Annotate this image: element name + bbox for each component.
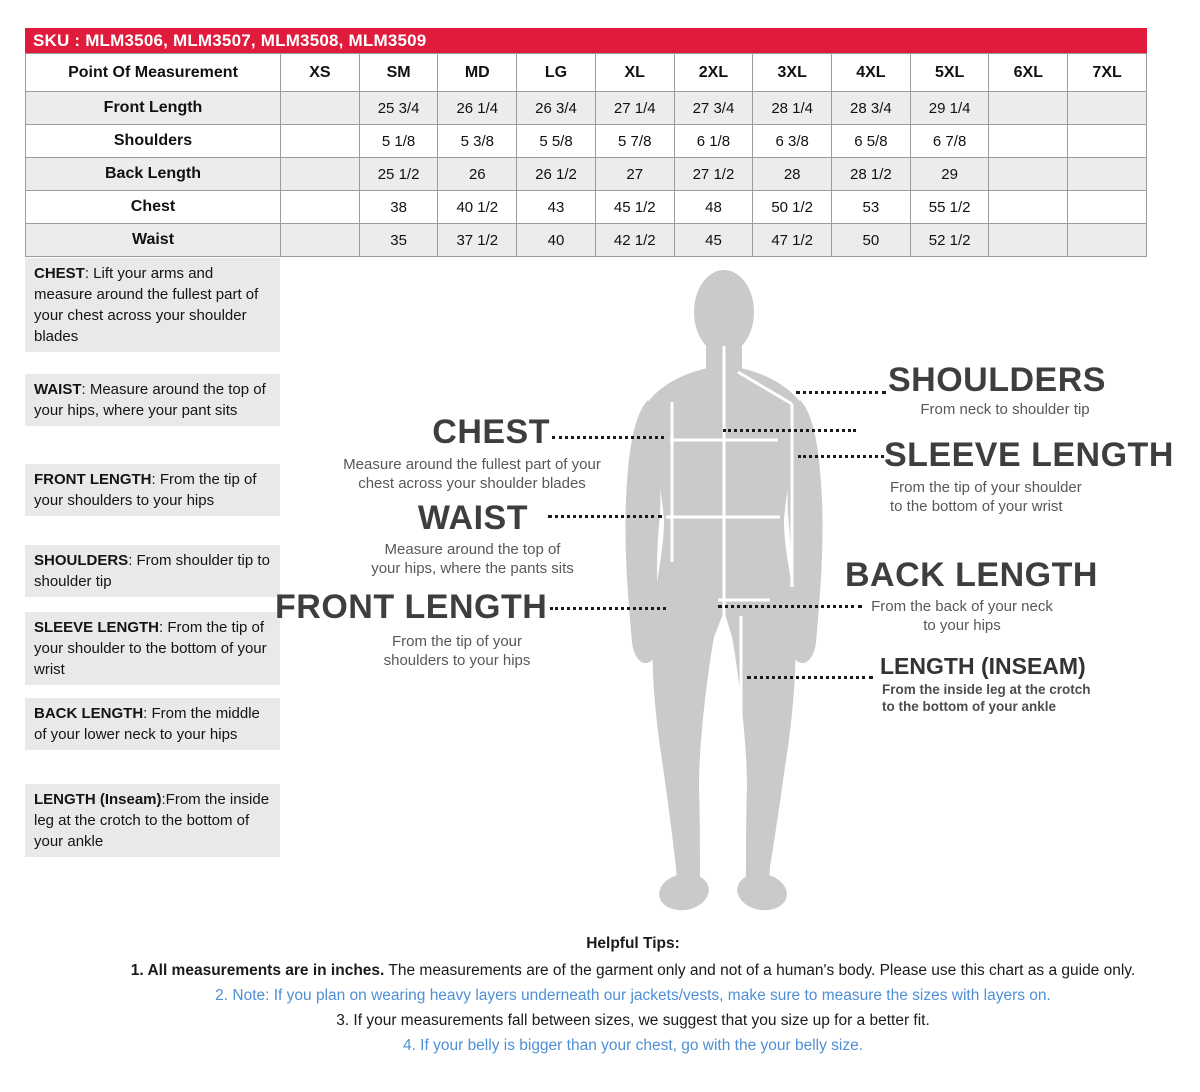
table-cell: 26 1/4 bbox=[438, 92, 517, 125]
table-cell: 29 bbox=[910, 158, 989, 191]
caption-line: From neck to shoulder tip bbox=[920, 401, 1090, 418]
table-cell bbox=[989, 92, 1068, 125]
column-header: MD bbox=[438, 54, 517, 92]
row-label: Back Length bbox=[26, 158, 281, 191]
diagram-caption-front-length bbox=[352, 632, 562, 670]
caption-line: Measure around the top of bbox=[384, 541, 561, 558]
dotted-line-waist bbox=[548, 515, 662, 518]
table-cell bbox=[1068, 158, 1147, 191]
table-cell: 6 1/8 bbox=[674, 125, 753, 158]
sku-banner: SKU : MLM3506, MLM3507, MLM3508, MLM3509 bbox=[25, 28, 1147, 53]
definition-waist bbox=[25, 374, 280, 426]
diagram-caption-back-length bbox=[848, 597, 1076, 635]
definition-text: : From the tip of your shoulders to your hips bbox=[34, 471, 257, 509]
table-cell: 48 bbox=[674, 191, 753, 224]
table-cell bbox=[1068, 92, 1147, 125]
table-cell: 45 1/2 bbox=[595, 191, 674, 224]
table-cell bbox=[281, 125, 360, 158]
table-cell: 28 1/4 bbox=[753, 92, 832, 125]
table-cell: 26 1/2 bbox=[517, 158, 596, 191]
column-header: 7XL bbox=[1068, 54, 1147, 92]
definition-term: WAIST bbox=[34, 381, 82, 398]
caption-line: From the inside leg at the crotch bbox=[882, 682, 1091, 697]
tip-1-bold: 1. All measurements are in inches. bbox=[130, 962, 385, 979]
row-label: Front Length bbox=[26, 92, 281, 125]
table-cell: 25 3/4 bbox=[359, 92, 438, 125]
table-cell: 26 3/4 bbox=[517, 92, 596, 125]
dotted-line-sleeve-length bbox=[798, 455, 884, 458]
caption-line: shoulders to your hips bbox=[383, 652, 531, 669]
tip-1 bbox=[66, 958, 1200, 983]
table-cell: 5 5/8 bbox=[517, 125, 596, 158]
tip-4: 4. If your belly is bigger than your chest, go with the your belly size. bbox=[402, 1037, 864, 1054]
table-cell: 28 1/2 bbox=[832, 158, 911, 191]
diagram-caption-length-inseam bbox=[882, 681, 1112, 715]
diagram-label-chest: CHEST bbox=[432, 413, 550, 451]
diagram-label-back-length: BACK LENGTH bbox=[845, 556, 1098, 594]
diagram-label-length-inseam: LENGTH (INSEAM) bbox=[880, 653, 1086, 679]
definition-term: BACK LENGTH bbox=[34, 705, 144, 722]
caption-line: to the bottom of your wrist bbox=[890, 498, 1063, 515]
caption-line: to your hips bbox=[923, 617, 1001, 634]
table-cell bbox=[281, 92, 360, 125]
definition-text: : Measure around the top of your hips, where your pant sits bbox=[34, 381, 266, 419]
dotted-line-inseam bbox=[747, 676, 873, 679]
column-header: 2XL bbox=[674, 54, 753, 92]
definition-sleeve-length bbox=[25, 612, 280, 685]
size-table bbox=[25, 53, 1147, 257]
row-label: Shoulders bbox=[26, 125, 281, 158]
table-cell: 5 1/8 bbox=[359, 125, 438, 158]
definition-term: SHOULDERS bbox=[34, 552, 129, 569]
table-cell: 27 3/4 bbox=[674, 92, 753, 125]
table-cell bbox=[989, 224, 1068, 257]
table-cell: 45 bbox=[674, 224, 753, 257]
table-cell bbox=[1068, 191, 1147, 224]
diagram-caption-shoulders bbox=[895, 400, 1115, 419]
table-cell: 28 bbox=[753, 158, 832, 191]
table-row bbox=[26, 158, 1147, 191]
definition-text: :From the inside leg at the crotch to the bottom of your ankle bbox=[34, 791, 270, 850]
table-cell: 47 1/2 bbox=[753, 224, 832, 257]
table-cell bbox=[989, 191, 1068, 224]
table-cell bbox=[281, 191, 360, 224]
column-header: LG bbox=[517, 54, 596, 92]
definition-length-inseam bbox=[25, 784, 280, 857]
table-row bbox=[26, 191, 1147, 224]
definition-term: LENGTH (Inseam) bbox=[34, 791, 162, 808]
table-cell: 40 bbox=[517, 224, 596, 257]
column-header: XS bbox=[281, 54, 360, 92]
definition-chest bbox=[25, 258, 280, 352]
diagram-caption-chest bbox=[322, 455, 622, 493]
table-cell: 37 1/2 bbox=[438, 224, 517, 257]
table-cell: 5 7/8 bbox=[595, 125, 674, 158]
definition-text: : From the tip of your shoulder to the bottom of your wrist bbox=[34, 619, 267, 678]
definition-term: FRONT LENGTH bbox=[34, 471, 152, 488]
table-cell: 52 1/2 bbox=[910, 224, 989, 257]
diagram-label-shoulders: SHOULDERS bbox=[888, 361, 1106, 399]
row-label: Waist bbox=[26, 224, 281, 257]
table-cell bbox=[1068, 224, 1147, 257]
table-cell: 38 bbox=[359, 191, 438, 224]
table-cell bbox=[281, 158, 360, 191]
definition-text: : From shoulder tip to shoulder tip bbox=[34, 552, 270, 590]
dotted-line-shoulders bbox=[796, 391, 886, 394]
caption-line: From the tip of your shoulder bbox=[890, 479, 1082, 496]
table-cell: 26 bbox=[438, 158, 517, 191]
table-cell: 53 bbox=[832, 191, 911, 224]
table-cell: 6 5/8 bbox=[832, 125, 911, 158]
dotted-line-chest bbox=[552, 436, 664, 439]
column-header: 6XL bbox=[989, 54, 1068, 92]
column-header: XL bbox=[595, 54, 674, 92]
table-cell: 6 3/8 bbox=[753, 125, 832, 158]
table-cell bbox=[1068, 125, 1147, 158]
column-header: 5XL bbox=[910, 54, 989, 92]
table-cell: 27 1/2 bbox=[674, 158, 753, 191]
table-cell: 43 bbox=[517, 191, 596, 224]
definition-back-length bbox=[25, 698, 280, 750]
dotted-line-front-length bbox=[550, 607, 666, 610]
tip-1-text: The measurements are of the garment only and not of a human's body. Please use this chart as a guide only. bbox=[384, 962, 1136, 979]
table-cell: 50 1/2 bbox=[753, 191, 832, 224]
diagram-label-waist: WAIST bbox=[417, 499, 528, 537]
table-cell: 28 3/4 bbox=[832, 92, 911, 125]
table-cell bbox=[281, 224, 360, 257]
table-row bbox=[26, 92, 1147, 125]
column-header: 4XL bbox=[832, 54, 911, 92]
definition-text: : From the middle of your lower neck to your hips bbox=[34, 705, 260, 743]
table-cell: 55 1/2 bbox=[910, 191, 989, 224]
definition-front-length bbox=[25, 464, 280, 516]
table-header-row bbox=[26, 54, 1147, 92]
table-cell: 42 1/2 bbox=[595, 224, 674, 257]
table-row bbox=[26, 125, 1147, 158]
caption-line: Measure around the fullest part of your bbox=[343, 456, 601, 473]
table-cell: 25 1/2 bbox=[359, 158, 438, 191]
tip-2: 2. Note: If you plan on wearing heavy layers underneath our jackets/vests, make sure to measure the sizes with layers on. bbox=[215, 987, 1051, 1004]
table-cell: 6 7/8 bbox=[910, 125, 989, 158]
definition-term: CHEST bbox=[34, 265, 85, 282]
table-cell: 5 3/8 bbox=[438, 125, 517, 158]
row-label: Chest bbox=[26, 191, 281, 224]
diagram-caption-sleeve-length bbox=[890, 478, 1130, 516]
body-silhouette-figure bbox=[604, 252, 844, 912]
table-cell: 29 1/4 bbox=[910, 92, 989, 125]
diagram-caption-waist bbox=[340, 540, 605, 578]
diagram-label-front-length: FRONT LENGTH bbox=[275, 588, 548, 626]
caption-line: your hips, where the pants sits bbox=[371, 560, 574, 577]
caption-line: From the back of your neck bbox=[871, 598, 1053, 615]
caption-line: chest across your shoulder blades bbox=[358, 475, 586, 492]
tips-heading: Helpful Tips: bbox=[586, 935, 680, 952]
table-cell: 40 1/2 bbox=[438, 191, 517, 224]
diagram-label-sleeve-length: SLEEVE LENGTH bbox=[884, 436, 1174, 474]
table-row bbox=[26, 224, 1147, 257]
table-cell: 27 1/4 bbox=[595, 92, 674, 125]
helpful-tips-section bbox=[66, 932, 1200, 1058]
column-header: SM bbox=[359, 54, 438, 92]
dotted-line-back-length bbox=[718, 605, 862, 608]
definition-shoulders bbox=[25, 545, 280, 597]
table-cell: 27 bbox=[595, 158, 674, 191]
caption-line: From the tip of your bbox=[391, 633, 523, 650]
column-header: Point Of Measurement bbox=[26, 54, 281, 92]
tip-3: 3. If your measurements fall between sizes, we suggest that you size up for a better fit. bbox=[336, 1012, 930, 1029]
table-cell: 35 bbox=[359, 224, 438, 257]
dotted-line-chest-right bbox=[723, 429, 856, 432]
table-cell bbox=[989, 125, 1068, 158]
definition-term: SLEEVE LENGTH bbox=[34, 619, 160, 636]
caption-line: to the bottom of your ankle bbox=[882, 699, 1056, 714]
column-header: 3XL bbox=[753, 54, 832, 92]
table-cell bbox=[989, 158, 1068, 191]
table-cell: 50 bbox=[832, 224, 911, 257]
definition-text: : Lift your arms and measure around the fullest part of your chest across your shoulder blades bbox=[34, 265, 259, 345]
